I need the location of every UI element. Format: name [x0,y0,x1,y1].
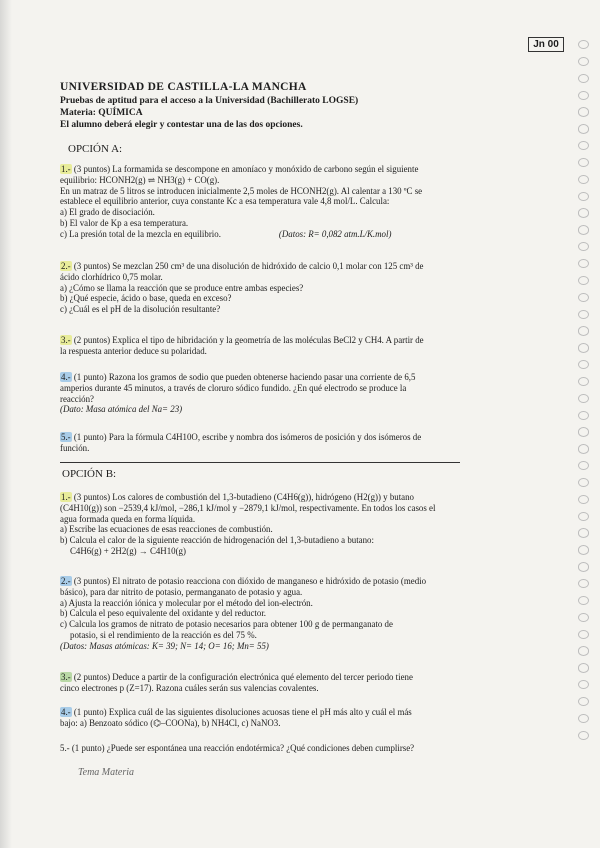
question-text: (1 punto) Razona los gramos de sodio que pueden obtenerse haciendo pasar una corriente de 6,5 [71,372,416,382]
punch-hole [578,276,589,285]
subject: Materia: QUÍMICA [60,108,143,118]
question-item: c) ¿Cuál es el pH de la disolución resultante? [60,304,221,315]
question-text: función. [60,442,90,453]
exam-code-box: Jn 00 [528,37,564,52]
scan-shadow [0,0,12,848]
punch-hole [578,310,589,319]
punch-hole [578,714,589,723]
question-item: a) Ajusta la reacción iónica y molecular por el método del ion-electrón. [60,597,313,608]
question-item: c) La presión total de la mezcla en equilibrio. [60,228,221,239]
question-item: a) El grado de disociación. [60,207,155,218]
punch-hole [578,225,589,234]
question-item: c) Calcula los gramos de nitrato de potasio necesarios para obtener 100 g de permanganato de [60,619,393,630]
question-text: (2 puntos) Explica el tipo de hibridación y la geometría de las moléculas BeCl2 y CH4. A partir de [71,335,424,345]
punch-hole [578,545,589,554]
question-text: la respuesta anterior deduce su polaridad. [60,345,207,356]
punch-hole [578,360,589,369]
punch-hole [578,579,589,588]
question-text: bajo: a) Benzoato sódico (⌬–COONa), b) NH4Cl, c) NaNO3. [60,717,281,728]
punch-hole [578,175,589,184]
question-item: b) Calcula el peso equivalente del oxidante y del reductor. [60,608,267,619]
punch-hole [578,208,589,217]
punch-hole [578,293,589,302]
question-data: (Datos: R= 0,082 atm.L/K.mol) [278,228,392,239]
option-b-question-4 [60,707,412,729]
punch-hole [578,528,589,537]
punch-holes [578,40,592,740]
question-number: 4.- [61,707,71,717]
punch-hole [578,242,589,251]
punch-hole [578,343,589,352]
option-b-question-1 [60,492,435,557]
question-number: 1.- [61,164,71,174]
question-number: 3.- [61,335,71,345]
question-number: 2.- [61,261,71,271]
punch-hole [578,680,589,689]
question-item: a) ¿Cómo se llama la reacción que se produce entre ambas especies? [60,282,304,293]
question-text: (2 puntos) Deduce a partir de la configuración electrónica qué elemento del tercer periodo tiene [71,672,413,682]
instruction: El alumno deberá elegir y contestar una de las dos opciones. [60,120,303,130]
punch-hole [578,562,589,571]
question-number: 1.- [61,492,71,502]
question-text: (3 puntos) La formamida se descompone en amoníaco y monóxido de carbono según el siguiente [71,164,419,174]
university-name: UNIVERSIDAD DE CASTILLA-LA MANCHA [60,81,307,93]
question-text: ácido clorhídrico 0,75 molar. [60,271,163,282]
question-text: (3 puntos) Los calores de combustión del 1,3-butadieno (C4H6(g)), hidrógeno (H2(g)) y butano [71,492,414,502]
punch-hole [578,124,589,133]
option-a-title: OPCIÓN A: [68,143,123,155]
option-b-question-5 [60,743,414,754]
question-text: (3 puntos) El nitrato de potasio reacciona con dióxido de manganeso e hidróxido de potasio (medio [71,576,427,586]
punch-hole [578,444,589,453]
question-text: básico), para dar nitrito de potasio, permanganato de potasio y agua. [60,586,303,597]
punch-hole [578,158,589,167]
punch-hole [578,141,589,150]
punch-hole [578,596,589,605]
punch-hole [578,461,589,470]
option-a-question-3 [60,335,424,357]
question-text: amperios durante 45 minutos, a través de cloruro sódico fundido. ¿En qué electrodo se produce la [60,382,407,393]
punch-hole [578,74,589,83]
question-number: 3.- [61,672,71,682]
section-divider [60,462,460,463]
punch-hole [578,495,589,504]
punch-hole [578,107,589,116]
reaction-equation: C4H6(g) + 2H2(g) → C4H10(g) [70,545,186,556]
punch-hole [578,326,589,335]
option-a-question-5 [60,432,421,454]
option-a-question-4 [60,372,415,415]
question-text: equilibrio: HCONH2(g) ⇌ NH3(g) + CO(g). [60,174,220,185]
punch-hole [578,377,589,386]
question-number: 2.- [61,576,71,586]
punch-hole [578,731,589,740]
question-item: potasio, si el rendimiento de la reacción es del 75 %. [70,629,257,640]
question-text: (1 punto) Para la fórmula C4H10O, escribe y nombra dos isómeros de posición y dos isómeros de [71,432,422,442]
punch-hole [578,40,589,49]
option-a-question-1 [60,164,422,240]
punch-hole [578,57,589,66]
question-text: (C4H10(g)) son −2539,4 kJ/mol, −286,1 kJ/mol y −2879,1 kJ/mol, respectivamente. En todos los casos el [60,502,436,513]
punch-hole [578,630,589,639]
punch-hole [578,646,589,655]
punch-hole [578,512,589,521]
punch-hole [578,478,589,487]
punch-hole [578,192,589,201]
question-number: 5.- [61,432,71,442]
punch-hole [578,411,589,420]
question-text: reacción? [60,393,94,404]
option-b-question-2 [60,576,426,652]
punch-hole [578,663,589,672]
punch-hole [578,259,589,268]
handwritten-note: Tema Materia [78,767,135,778]
option-a-question-2 [60,261,423,315]
question-data: (Datos: Masas atómicas: K= 39; N= 14; O= 16; Mn= 55) [60,640,269,651]
question-text: cinco electrones p (Z=17). Razona cuáles serán sus valencias covalentes. [60,682,319,693]
option-b-title: OPCIÓN B: [62,468,117,480]
question-text: (1 punto) ¿Puede ser espontánea una reacción endotérmica? ¿Qué condiciones deben cumplirse? [69,743,415,753]
question-text: (3 puntos) Se mezclan 250 cm³ de una disolución de hidróxido de calcio 0,1 molar con 125 cm³ de [71,261,424,271]
question-text: En un matraz de 5 litros se introducen inicialmente 2,5 moles de HCONH2(g). Al calentar a 130 ºC se [60,185,423,196]
punch-hole [578,613,589,622]
punch-hole [578,697,589,706]
punch-hole [578,91,589,100]
punch-hole [578,394,589,403]
question-text: (1 punto) Explica cuál de las siguientes disoluciones acuosas tiene el pH más alto y cuál el más [71,707,412,717]
question-number: 5.- [60,743,70,753]
question-item: b) Calcula el calor de la siguiente reacción de hidrogenación del 1,3-butadieno a butano: [60,535,374,546]
question-data: (Dato: Masa atómica del Na= 23) [60,404,183,415]
question-item: b) ¿Qué especie, ácido o base, queda en exceso? [60,293,232,304]
punch-hole [578,427,589,436]
question-item: b) El valor de Kp a esa temperatura. [60,217,189,228]
question-text: establece el equilibrio anterior, cuya constante Kc a esa temperatura vale 4,8 mol/L. Calcula: [60,196,390,207]
question-text: agua formada queda en forma líquida. [60,513,196,524]
test-title: Pruebas de aptitud para el acceso a la Universidad (Bachillerato LOGSE) [60,96,359,106]
question-number: 4.- [61,372,71,382]
option-b-question-3 [60,672,413,694]
question-item: a) Escribe las ecuaciones de esas reacciones de combustión. [60,524,273,535]
